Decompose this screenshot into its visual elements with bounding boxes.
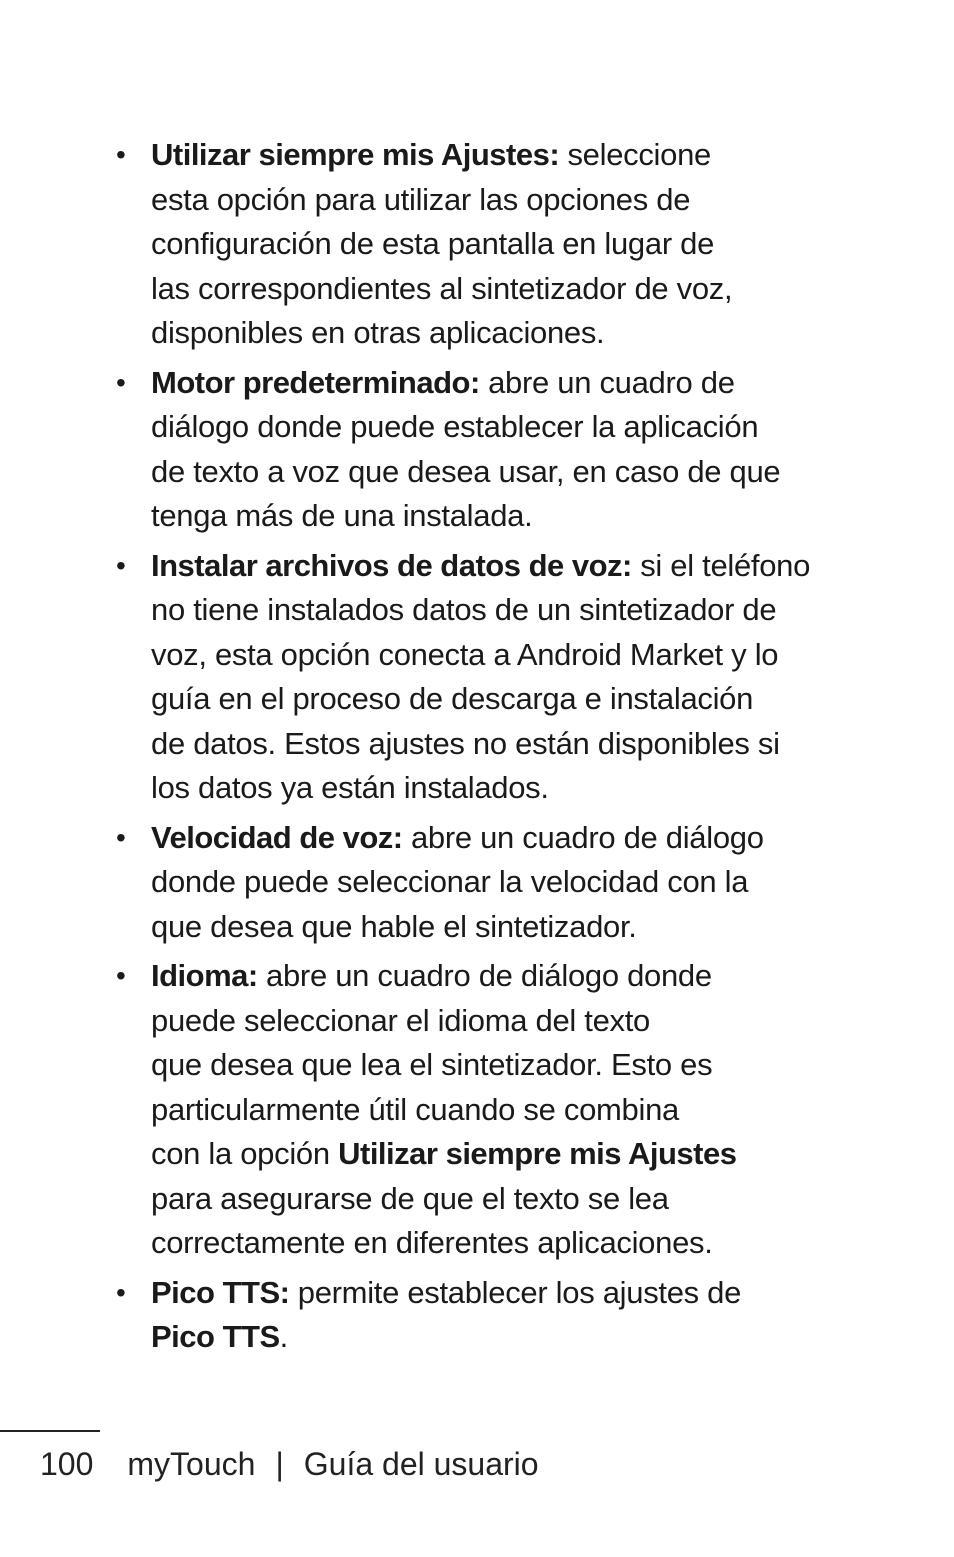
bullet: •	[116, 1276, 126, 1308]
item-text: de texto a voz que desea usar, en caso de que	[151, 453, 781, 489]
item-text: donde puede seleccionar la velocidad con la	[151, 864, 749, 899]
bullet: •	[116, 821, 126, 853]
footer-separator: |	[275, 1446, 284, 1482]
list-item	[0, 133, 954, 356]
bullet: •	[116, 139, 126, 170]
list-item	[0, 816, 954, 950]
item-text: de datos. Estos ajustes no están disponibles si	[151, 725, 780, 761]
item-text: para asegurarse de que el texto se lea	[151, 1180, 669, 1216]
item-term: Velocidad de voz:	[151, 819, 403, 855]
item-text: tenga más de una instalada.	[151, 498, 533, 533]
item-text: diálogo donde puede establecer la aplicación	[151, 409, 759, 444]
item-term: Motor predeterminado:	[151, 364, 480, 400]
bullet: •	[116, 366, 126, 398]
list-item	[0, 954, 954, 1266]
item-text: las correspondientes al sintetizador de voz,	[151, 270, 733, 306]
item-text: particularmente útil cuando se combina	[151, 1091, 679, 1127]
list-item	[0, 1271, 954, 1360]
product-name: myTouch	[127, 1446, 256, 1482]
page-footer	[40, 1440, 539, 1488]
list-item	[0, 544, 954, 811]
item-term: Pico TTS:	[151, 1274, 290, 1310]
item-text: con la opción	[151, 1136, 339, 1171]
item-text: los datos ya están instalados.	[151, 770, 549, 805]
item-term: Utilizar siempre mis Ajustes:	[151, 137, 560, 172]
bullet: •	[116, 549, 126, 581]
item-text: configuración de esta pantalla en lugar de	[151, 226, 715, 261]
item-text: abre un cuadro de diálogo	[402, 819, 764, 855]
item-text: guía en el proceso de descarga e instalación	[151, 681, 754, 716]
item-text: abre un cuadro de diálogo donde	[257, 958, 712, 993]
item-text: no tiene instalados datos de un sintetizador de	[151, 592, 777, 627]
list-item	[0, 361, 954, 539]
item-text: esta opción para utilizar las opciones de	[151, 181, 691, 217]
inline-bold-term: Pico TTS	[151, 1319, 280, 1354]
item-text: puede seleccionar el idioma del texto	[151, 1002, 650, 1038]
item-term: Instalar archivos de datos de voz:	[151, 547, 632, 583]
footer-rule	[0, 1430, 100, 1432]
item-text: que desea que hable el sintetizador.	[151, 908, 637, 944]
item-text: correctamente en diferentes aplicaciones.	[151, 1225, 713, 1260]
bullet: •	[116, 960, 126, 991]
item-text: permite establecer los ajustes de	[289, 1274, 742, 1310]
item-text: si el teléfono	[631, 547, 811, 583]
guide-title: Guía del usuario	[303, 1446, 539, 1482]
settings-description-list	[0, 133, 954, 1365]
item-text: seleccione	[559, 137, 711, 172]
item-text: .	[279, 1319, 288, 1354]
item-text: voz, esta opción conecta a Android Market y lo	[151, 636, 779, 672]
item-text: que desea que lea el sintetizador. Esto es	[151, 1047, 713, 1082]
inline-bold-term: Utilizar siempre mis Ajustes	[338, 1136, 737, 1171]
item-text: disponibles en otras aplicaciones.	[151, 315, 605, 350]
page-number: 100	[40, 1446, 94, 1482]
item-term: Idioma:	[151, 958, 258, 993]
item-text: abre un cuadro de	[479, 364, 735, 400]
